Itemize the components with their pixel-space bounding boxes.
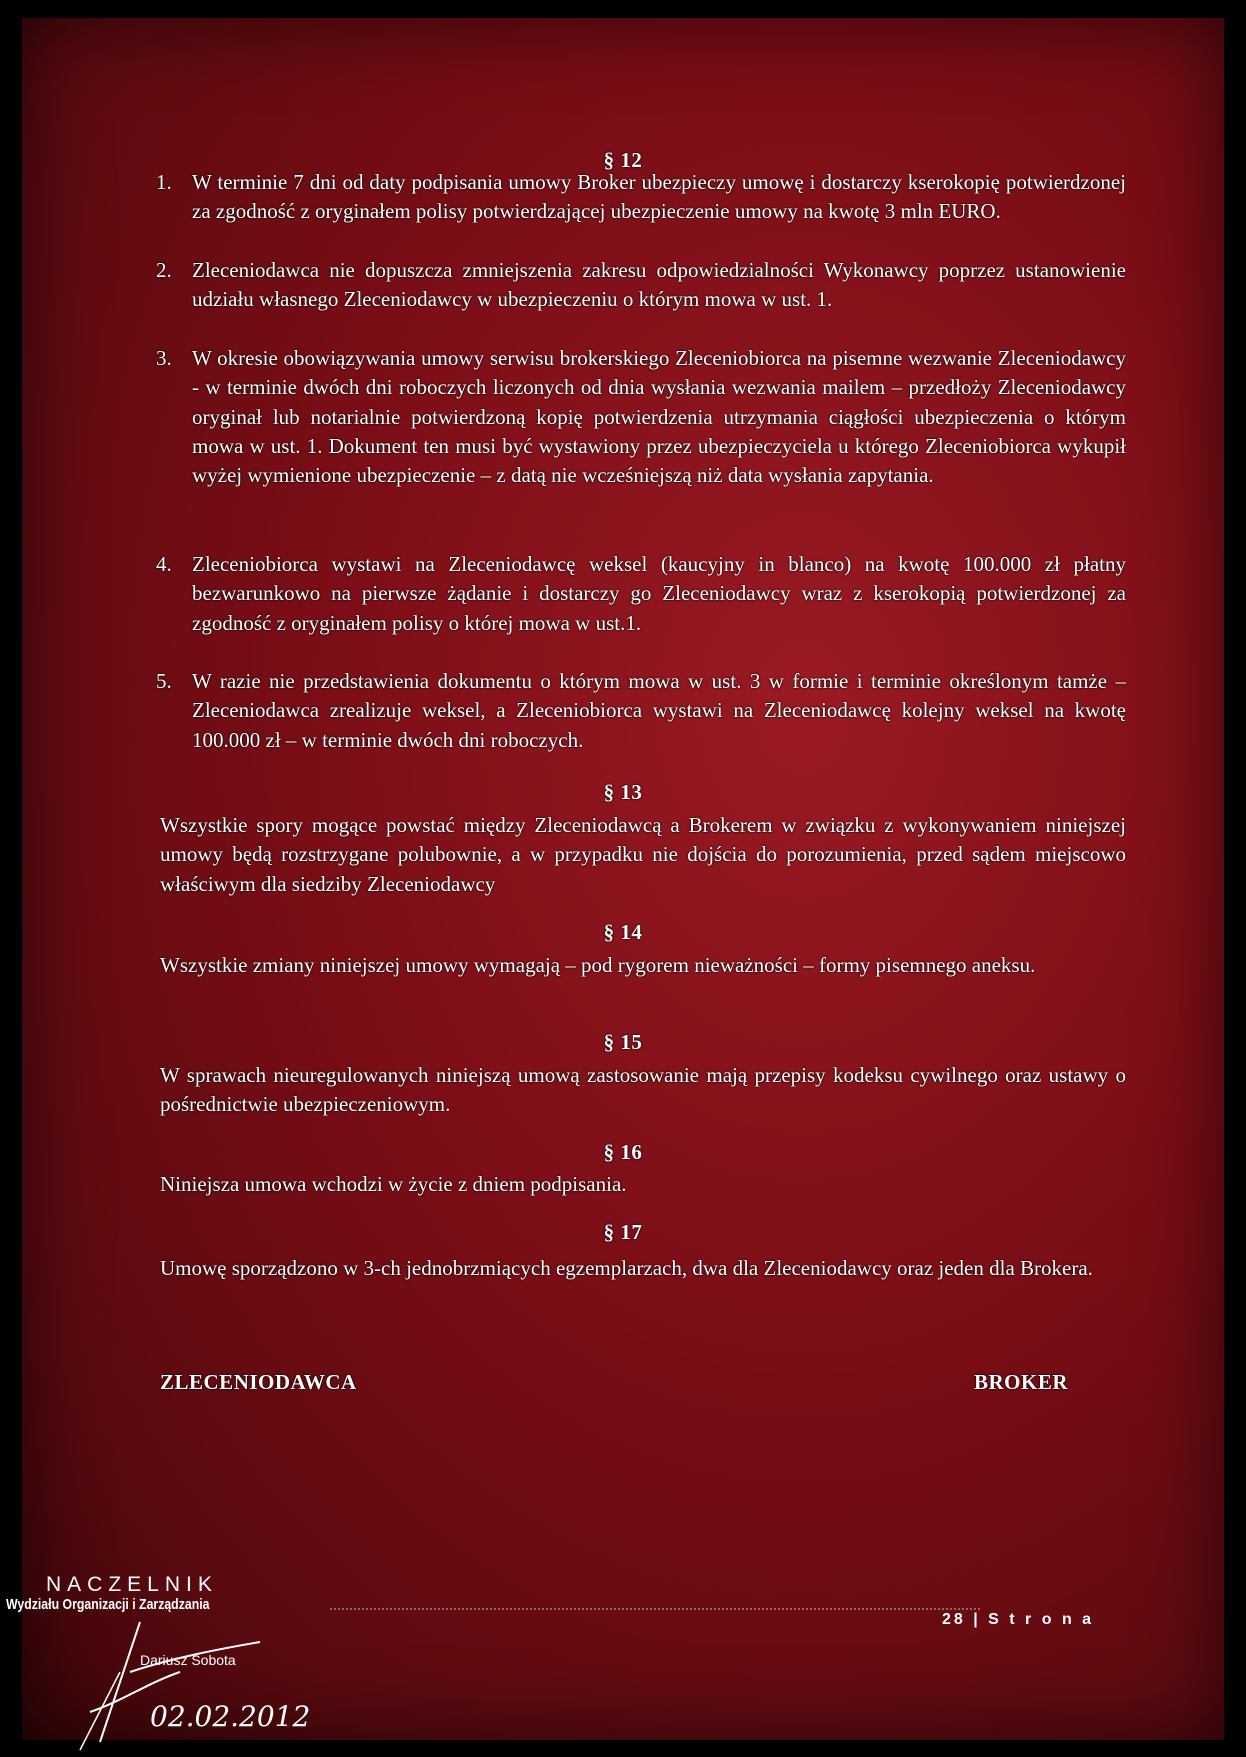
footer-divider [330, 1608, 980, 1610]
list-item [156, 550, 1126, 638]
list-item-number: 4. [156, 552, 172, 576]
paragraph-14: Wszystkie zmiany niniejszej umowy wymagają – pod rygorem nieważności – formy pisemnego aneksu. [160, 953, 1036, 977]
paragraph-17: Umowę sporządzono w 3-ch jednobrzmiących egzemplarzach, dwa dla Zleceniodawcy oraz jeden dla Brokera. [160, 1256, 1093, 1280]
paragraph-16: Niniejsza umowa wchodzi w życie z dniem podpisania. [160, 1172, 627, 1196]
section-heading-15: § 15 [603, 1030, 643, 1054]
list-item [156, 168, 1126, 227]
list-item-text: W razie nie przedstawienia dokumentu o którym mowa w ust. 3 w formie i terminie określonym tamże – Zleceniodawca zrealizuje weksel, a Zleceniobiorca wystawi na Zleceniodawcę kolejny weksel na kwotę 100.000 zł – w terminie dwóch dni roboczych. [192, 669, 1126, 752]
signature-label-broker: BROKER [974, 1370, 1069, 1394]
handwritten-date: 02.02.2012 [150, 1700, 311, 1733]
list-item [156, 344, 1126, 490]
list-item-text: W terminie 7 dni od daty podpisania umowy Broker ubezpieczy umowę i dostarczy kserokopię potwierdzonej za zgodność z oryginałem polisy potwierdzającej ubezpieczenie umowy na kwotę 3 mln EURO. [192, 170, 1126, 224]
list-item-text: W okresie obowiązywania umowy serwisu brokerskiego Zleceniobiorca na pisemne wezwanie Zleceniodawcy - w terminie dwóch dni roboczych liczonych od dnia wysłania wezwania mailem – przedłoży Zleceniodawcy oryginał lub notarialnie potwierdzoną kopię potwierdzenia utrzymania ciągłości ubezpieczenia o którym mowa w ust. 1. Dokument ten musi być wystawiony przez ubezpieczyciela u którego Zleceniobiorca wykupił wyżej wymienione ubezpieczenie – z datą nie wcześniejszą niż data wysłania zapytania. [192, 346, 1126, 488]
list-item [156, 256, 1126, 315]
section-heading-16: § 16 [603, 1140, 643, 1164]
section-heading-13: § 13 [603, 780, 643, 804]
section-heading-12: § 12 [603, 148, 643, 172]
document-page [22, 18, 1224, 1740]
stamp-name: Dariusz Sobota [140, 1652, 236, 1668]
section-heading-17: § 17 [603, 1220, 643, 1244]
list-item-number: 3. [156, 346, 172, 370]
list-item-text: Zleceniodawca nie dopuszcza zmniejszenia zakresu odpowiedzialności Wykonawcy poprzez ustanowienie udziału własnego Zleceniodawcy w ubezpieczeniu o którym mowa w ust. 1. [192, 258, 1126, 312]
list-item-number: 2. [156, 258, 172, 282]
signature-label-client: ZLECENIODAWCA [160, 1370, 357, 1394]
paragraph-15: W sprawach nieuregulowanych niniejszą umową zastosowanie mają przepisy kodeksu cywilnego oraz ustawy o pośrednictwie ubezpieczeniowym. [160, 1063, 1126, 1117]
list-item-number: 1. [156, 170, 172, 194]
page-number: 28 | S t r o n a [942, 1611, 1095, 1628]
list-item-number: 5. [156, 669, 172, 693]
list-item [156, 667, 1126, 755]
list-item-text: Zleceniobiorca wystawi na Zleceniodawcę weksel (kaucyjny in blanco) na kwotę 100.000 zł płatny bezwarunkowo na pierwsze żądanie i dostarczy go Zleceniodawcy wraz z kserokopią potwierdzonej za zgodność z oryginałem polisy o której mowa w ust.1. [192, 552, 1126, 635]
paragraph-13: Wszystkie spory mogące powstać między Zleceniodawcą a Brokerem w związku z wykonywaniem niniejszej umowy będą rozstrzygane polubownie, a w przypadku nie dojścia do porozumienia, przed sądem miejscowo właściwym dla siedziby Zleceniodawcy [160, 813, 1126, 896]
stamp-title: NACZELNIK [46, 1573, 218, 1596]
document-content [22, 18, 1224, 1740]
section-heading-14: § 14 [603, 920, 643, 944]
stamp-subtitle: Wydziału Organizacji i Zarządzania [6, 1596, 210, 1613]
